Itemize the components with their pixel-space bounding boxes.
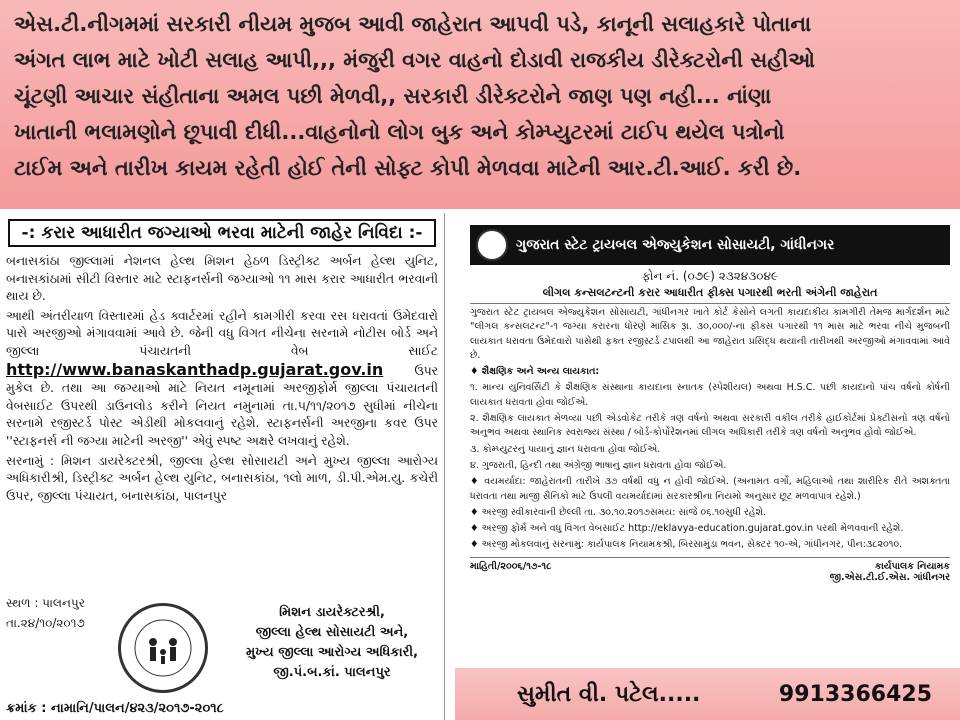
right-ad-point: ૧. માન્ય યુનિવર્સિટી કે શૈક્ષણિક સંસ્થાના કાયદાના સ્નાતક (સ્પેશીયલ) અથવા H.S.C. પછી કાયદાનો પાંચ વર્ષનો કોર્ષની લાયકાત ધરાવતા હોવા જોઈએ.	[470, 382, 950, 408]
right-ad-subtitle: લીગલ કન્સલટન્ટની કરાર આધારીત ફીક્સ પગારથી ભરતી અંગેની જાહેરાત	[470, 286, 950, 304]
signature-phone: 9913366425	[778, 681, 932, 707]
left-ad-place: સ્થળ : પાલનપુર	[6, 596, 85, 610]
right-ad-organization: ગુજરાત સ્ટેટ ટ્રાયબલ એજ્યુકેશન સોસાયટી, ગાંધીનગર	[516, 237, 835, 253]
right-ad-point: ♦ અરજી સ્વીકારવાની છેલ્લી તા. ૩૦.૧૦.૨૦૧૭સમય: સાંજે ૦૬.૧૦સુધી રહેશે.	[470, 506, 766, 518]
right-ad-footer	[470, 557, 950, 583]
government-emblem-icon	[476, 229, 508, 261]
right-ad-foot-left: માહિતી/૨૦૦૬/૧૭-૧૮	[470, 560, 552, 572]
left-ad-address: સરનામું : મિશન ડાયરેક્ટરશ્રી, જીલ્લા હેલ્થ સોસાયટી અને મુખ્ય જીલ્લા આરોગ્ય અધિકારીશ્રી, ડિસ્ટ્રીક્ટ અર્બન હેલ્થ યુનિટ, બનાસકાંઠા, ૧લો માળ, ડી.પી.એમ.યુ. કચેરી ઉપર, જીલ્લા પંચાયત, બનાસકાંઠા, પાલનપુર	[6, 453, 438, 503]
right-ad-phone: ફોન નં. (૦૭૯) ૨૩૨૪૩૦૪૯	[641, 269, 779, 283]
left-ad-title: -: કરાર આધારીત જગ્યાઓ ભરવા માટેની જાહેર નિવિદા :-	[8, 219, 436, 247]
right-ad-foot-right	[830, 561, 950, 583]
left-ad-url: http://www.banaskanthadp.gujarat.gov.in	[6, 359, 384, 379]
header-line: ટાઈમ અને તારીખ કાયમ રહેતી હોઈ તેની સોફ્ટ કોપી મેળવવા માટેની આર.ટી.આઈ. કરી છે.	[14, 156, 802, 180]
left-ad-reference-number: ક્રમાંક : નામાનિ/પાલન/૪૨૩/૨૦૧૭-૨૦૧૮	[6, 701, 224, 716]
left-ad-signatory	[222, 603, 442, 683]
left-ad-sign-line: જી.પં.બ.કાં. પાલનપુર	[273, 665, 391, 680]
signature-name: સુમીત વી. પટેલ.....	[517, 681, 701, 707]
right-ad-point: ૪. ગુજરાતી, હિન્દી તથા અંગ્રેજી ભાષાનું જ્ઞાન ધરાવતા હોવા જોઈએ.	[470, 459, 727, 471]
header-banner	[0, 0, 960, 209]
left-ad-sign-line: મુખ્ય જીલ્લા આરોગ્ય અધિકારી,	[245, 645, 419, 660]
right-ad-point: ♦ અરજી ફોર્મ અને વધુ વિગત વેબસાઈટ http://eklavya-education.gujarat.gov.in પરથી મેળવવાની રહેશે.	[470, 523, 904, 535]
left-ad-sign-line: જીલ્લા હેલ્થ સોસાયટી અને,	[255, 625, 409, 640]
right-ad-foot-right-1: કાર્યપાલક નિયામક	[874, 560, 950, 572]
right-ad-point: ૨. શૈક્ષણિક લાયકાત મેળવ્યા પછી એડવોકેટ તરીકે ત્રણ વર્ષનો અથવા સરકારી વકીલ તરીકે હાઈકોર્ટમાં પ્રેક્ટીસનો ત્રણ વર્ષનો અનુભવ અથવા સ્થાનિક સ્વરાજ્ય સંસ્થા / બોર્ડ-કોર્પોરેશનમાં લીગલ અધિકારી તરીકે ત્રણ વર્ષનો અનુભવ હોવો જોઈએ.	[470, 413, 950, 439]
left-ad-place-date	[6, 593, 85, 633]
right-ad-qual-heading: ♦ શૈક્ષણિક અને અન્ય લાયકાત:	[470, 366, 600, 378]
right-ad-intro: ગુજરાત સ્ટેટ ટ્રાયબલ એજ્યુકેશન સોસાયટી, ગાંધીનગર ખાતે કોર્ટ કેસોને લગતી કાયદાકીય કામગીરી તેમજ માર્ગદર્શન માટે "લીગલ કન્સલટન્ટ"-૧ જગ્યા કરારના ધોરણે માસિક રૂા. ૩૦,૦૦૦/-ના ફીક્સ પગારથી ૧૧ માસ માટે ભરવા નીચે મુજબની લાયકાત ધરાવતા ઉમેદવારો પાસેથી ફક્ત રજીસ્ટર્ડ ટપાલથી આ જાહેરાત પ્રસિદ્ધ થયાની તારીખથી અરજીઓ મંગાવવામાં આવે છે.	[470, 307, 950, 361]
header-line: ખાતાની ભલામણોને છૂપાવી દીધી...વાહનોનો લોગ બુક અને કોમ્પ્યુટરમાં ટાઈપ થયેલ પત્રોનો	[14, 120, 785, 144]
header-line: અંગત લાભ માટે ખોટી સલાહ આપી,,, મંજુરી વગર વાહનો દોડાવી રાજકીય ડીરેક્ટરોની સહીઓ	[14, 48, 815, 72]
left-ad-sign-line: મિશન ડાયરેક્ટરશ્રી,	[279, 605, 385, 620]
header-line: એસ.ટી.નીગમમાં સરકારી નીયમ મુજબ આવી જાહેરાત આપવી પડે, કાનૂની સલાહકારે પોતાના	[14, 12, 812, 36]
signature-bar	[455, 668, 960, 720]
left-ad-para2-cont: ઉપર મુકેલ છે. તથા આ જગ્યાઓ માટે નિયત નમૂનામાં અરજીફોર્મ જીલ્લા પંચાયતની વેબસાઈટ ઉપરથી ડાઉનલોડ કરીને નિયત નમુનામાં તા.૫/૧૧/૨૦૧૭ સુધીમાં નીચેના સરનામે રજીસ્ટર્ડ પોસ્ટ એડીથી મોકલવાનું રહેશે. સ્ટાફનર્સની અરજીના કવર ઉપર ''સ્ટાફનર્સ ની જગ્યા માટેની અરજી'' એવું સ્પષ્ટ અક્ષરે લખવાનું રહેશે.	[6, 363, 438, 448]
right-ad-point: ♦ વયમર્યાદા: જાહેરાતની તારીખે ૩૭ વર્ષથી વધુ ન હોવી જોઈએ. (અનામત વર્ગો, મહિલાઓ તથા શારીરિક રીતે અશક્તતા ધરાવતા તથા માજી સૈનિકો માટે ઉપલી વયમર્યાદામાં સરકારશ્રીના નિયમો અનુસાર છૂટ મળવાપાત્ર રહેશે.)	[470, 476, 950, 502]
left-ad-para2	[6, 308, 438, 451]
left-advertisement	[0, 213, 445, 720]
right-ad-point: ૩. કોમ્પ્યુટરનું પાયાનું જ્ઞાન ધરાવતા હોવા જોઈએ.	[470, 443, 661, 455]
left-ad-bottom	[6, 593, 438, 693]
right-ad-point: ♦ અરજી મોકલવાનું સરનામું: કાર્યપાલક નિયામકશ્રી, બિરસામુંડા ભવન, સેક્ટર ૧૦-એ, ગાંધીનગર, પીન:૩૮૨૦૧૦.	[470, 539, 903, 551]
national-health-mission-logo	[118, 603, 208, 693]
left-ad-date: તા.૨૪/૧૦/૨૦૧૭	[6, 616, 85, 630]
left-ad-para1: બનાસકાંઠા જીલ્લામાં નેશનલ હેલ્થ મિશન હેઠળ ડિસ્ટ્રીક્ટ અર્બન હેલ્થ યુનિટ, બનાસકાંઠામાં સીટી વિસ્તાર માટે સ્ટાફનર્સની જગ્યાઓ ૧૧ માસ કરાર આધારીત ભરવાની થાય છે.	[6, 254, 438, 304]
right-ad-header	[470, 225, 950, 265]
header-line: ચૂંટણી આચાર સંહીતાના અમલ પછી મેળવી,, સરકારી ડીરેક્ટરોને જાણ પણ નહી... નાંણા	[14, 84, 772, 108]
right-advertisement	[458, 213, 960, 668]
nhm-logo-icon	[121, 606, 205, 690]
right-ad-foot-right-2: જી.એસ.ટી.ઈ.એસ. ગાંધીનગર	[829, 571, 950, 583]
left-ad-para2-text: આથી અંતરીયાળ વિસ્તારમાં હેડ ક્વાર્ટરમાં રહીને કામગીરી કરવા રસ ધરાવતાં ઉમેદવારો પાસે અરજીઓ મંગાવવામાં આવે છે. જેની વધુ વિગત નીચેના સરનામે નોટીસ બોર્ડ અને જીલ્લા પંચાયતની વેબ સાઈટ	[6, 308, 438, 358]
